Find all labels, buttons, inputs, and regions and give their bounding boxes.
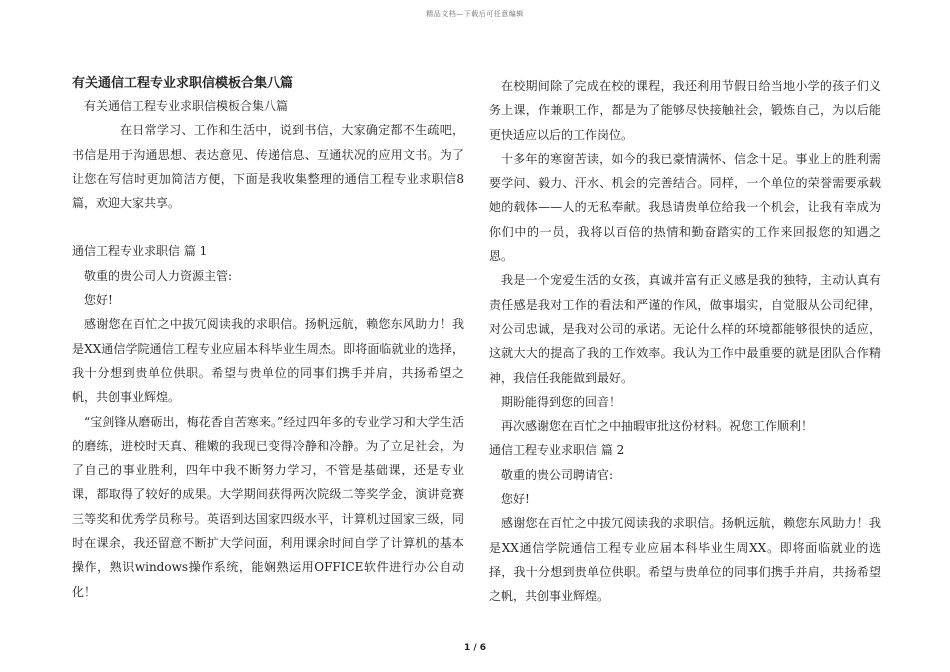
page-number: 1 / 6 bbox=[463, 643, 487, 653]
section-1-salutation: 敬重的贵公司人力资源主管: bbox=[84, 268, 233, 283]
section-2-title: 通信工程专业求职信 篇 2 bbox=[489, 443, 625, 458]
right-paragraph-5: 再次感谢您在百忙之中抽暇审批这份材料。祝您工作顺利！ bbox=[501, 419, 814, 434]
right-column bbox=[489, 74, 881, 609]
right-paragraph-4: 期盼能得到您的回音！ bbox=[501, 394, 622, 409]
right-paragraph-2: 十多年的寒窗苦读，如今的我已豪情满怀、信念十足。事业上的胜利需要学问、毅力、汗水、机会的完善结合。同样，一个单位的荣誉需要承载她的载体——人的无私奉献。我恳请贵单位给我一个机会，让我有幸成为你们中的一员，我将以百倍的热情和勤奋踏实的工作来回报您的知遇之恩。 bbox=[489, 151, 881, 264]
section-1-title: 通信工程专业求职信 篇 1 bbox=[72, 244, 208, 259]
right-paragraph-1: 在校期间除了完成在校的课程，我还利用节假日给当地小学的孩子们义务上课，作兼职工作，都是为了能够尽快接触社会，锻炼自己，为以后能更快适应以后的工作岗位。 bbox=[489, 79, 881, 142]
right-paragraph-3: 我是一个宠爱生活的女孩，真诚并富有正义感是我的独特，主动认真有责任感是我对工作的看法和严谨的作风，做事塌实，自觉服从公司纪律，对公司忠诚，是我对公司的承诺。无论什么样的环境都能够很快的适应，这就大大的提高了我的工作效率。我认为工作中最重要的就是团队合作精神，我信任我能做到最好。 bbox=[489, 273, 881, 385]
document-subtitle: 有关通信工程专业求职信模板合集八篇 bbox=[84, 99, 289, 113]
page-header-watermark: 精品文档—下载后可任意编辑 bbox=[426, 10, 524, 18]
section-1-greeting: 您好! bbox=[84, 293, 113, 308]
document-title: 有关通信工程专业求职信模板合集八篇 bbox=[72, 76, 294, 91]
section-2-salutation: 敬重的贵公司聘请官: bbox=[501, 467, 614, 482]
section-1-paragraph-1: 感谢您在百忙之中拔冗阅读我的求职信。扬帆远航，赖您东风助力！我是XX通信学院通信工程专业应届本科毕业生周杰。即将面临就业的选择，我十分想到贵单位供职。希望与贵单位的同事们携手并肩，共扬希望之帆，共创事业辉煌。 bbox=[72, 317, 464, 405]
intro-paragraph: 在日常学习、工作和生活中，说到书信，大家确定都不生疏吧，书信是用于沟通思想、表达意见、传递信息、互通状况的应用文书。为了让您在写信时更加简洁方便，下面是我收集整理的通信工程专业求职信8篇，欢迎大家共享。 bbox=[72, 123, 464, 211]
section-1-paragraph-2: “宝剑锋从磨砺出，梅花香自苦寒来。”经过四年多的专业学习和大学生活的磨练，进校时天真、稚嫩的我现已变得冷静和冷静。为了立足社会，为了自己的事业胜利，四年中我不断努力学习，不管是基础课，还是专业课，都取得了较好的成果。大学期间获得两次院级二等奖学金，演讲竞赛三等奖和优秀学员称号。英语到达国家四级水平，计算机过国家三级，同时在课余，我还留意不断扩大学问面，利用课余时间自学了计算机的基本操作，熟识windows操作系统，能娴熟运用OFFICE软件进行办公自动化！ bbox=[72, 414, 464, 599]
section-2-paragraph-1: 感谢您在百忙之中拔冗阅读我的求职信。扬帆远航，赖您东风助力！我是XX通信学院通信工程专业应届本科毕业生周XX。即将面临就业的选择，我十分想到贵单位供职。希望与贵单位的同事们携手并肩，共扬希望之帆，共创事业辉煌。 bbox=[489, 516, 881, 604]
left-column bbox=[72, 74, 464, 604]
section-2-greeting: 您好! bbox=[501, 492, 530, 507]
spacer bbox=[72, 215, 464, 239]
